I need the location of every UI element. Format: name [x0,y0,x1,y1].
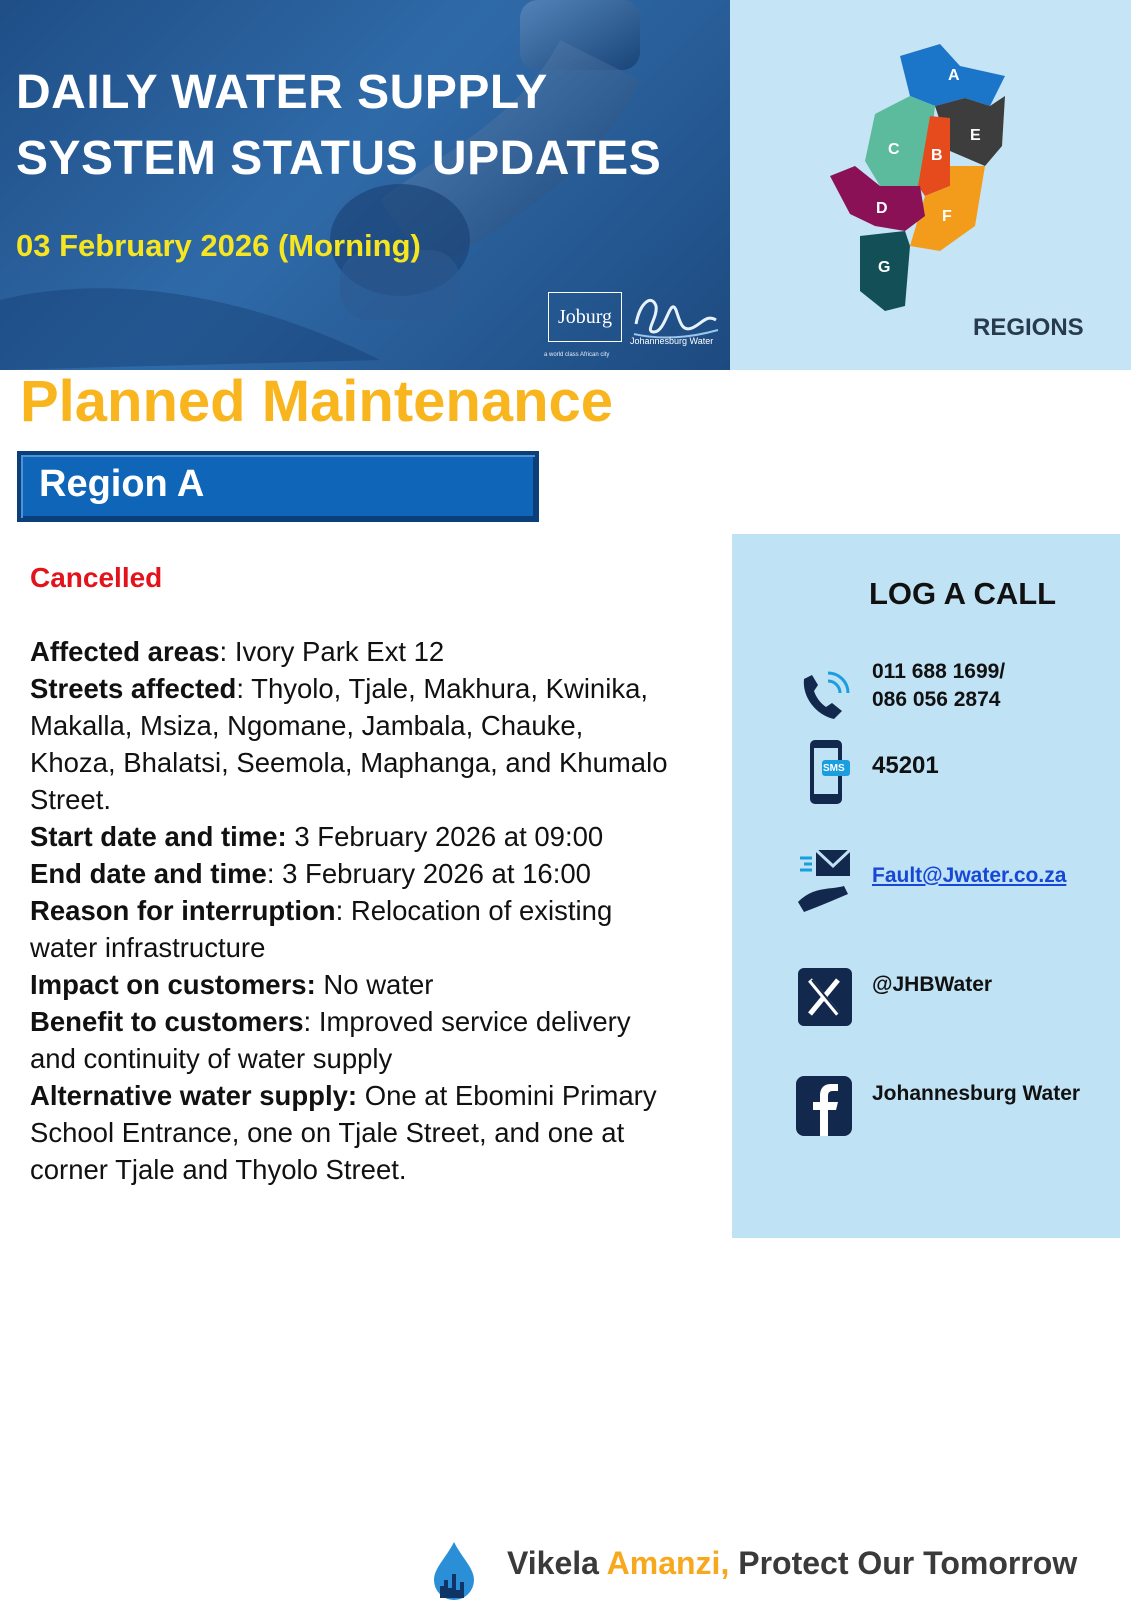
region-banner [17,451,539,522]
section-title: Planned Maintenance [20,369,614,434]
slogan-part-2: Protect Our Tomorrow [729,1545,1078,1581]
detail-label: End date and time [30,858,267,889]
detail-label: Impact on customers: [30,969,316,1000]
x-twitter-icon[interactable] [794,962,854,1032]
region-map-letter-c: C [888,141,900,158]
detail-value: One at Ebomini Primary School Entrance, one on Tjale Street, and one at corner Tjale and Thyolo Street. [30,1080,657,1185]
detail-row [30,1003,670,1077]
regions-map [830,36,1040,326]
detail-row [30,818,670,855]
title-line-2: SYSTEM STATUS UPDATES [16,132,662,185]
detail-label: Reason for interruption [30,895,336,926]
log-a-call-title: LOG A CALL [869,576,1057,611]
status-badge: Cancelled [30,562,163,593]
detail-separator: : [335,895,351,926]
footer-slogan [507,1545,1077,1582]
detail-separator [357,1080,365,1111]
header-banner [0,0,730,370]
detail-value: Relocation of existing water infrastructure [30,895,613,963]
detail-row [30,633,670,670]
phone-numbers[interactable] [872,658,1005,714]
sms-number[interactable]: 45201 [872,752,939,779]
joburg-logo: Joburg [548,292,622,342]
detail-value: 3 February 2026 at 09:00 [294,821,604,852]
regions-panel [730,0,1131,370]
detail-label: Benefit to customers [30,1006,304,1037]
johannesburg-water-logo-text: Johannesburg Water [630,336,714,346]
detail-label: Streets affected [30,673,237,704]
detail-row [30,892,670,966]
detail-row [30,966,670,1003]
region-map-letter-a: A [948,67,960,84]
maintenance-details [30,560,670,1188]
detail-label: Affected areas [30,636,220,667]
page-title [16,60,716,192]
detail-rows [30,633,670,1188]
x-handle[interactable]: @JHBWater [872,973,993,996]
phone-icon[interactable] [794,662,854,732]
detail-value: No water [323,969,434,1000]
detail-separator: : [303,1006,319,1037]
joburg-tagline: a world class African city [544,352,610,358]
log-a-call-panel [732,534,1120,1238]
detail-label: Alternative water supply: [30,1080,358,1111]
detail-value: Thyolo, Tjale, Makhura, Kwinika, Makalla, Msiza, Ngomane, Jambala, Chauke, Khoza, Bhalatsi, Seemola, Maphanga, and Khumalo Street. [30,673,668,815]
detail-value: Ivory Park Ext 12 [234,636,445,667]
slogan-part-1: Vikela [507,1545,607,1581]
email-icon[interactable] [794,846,854,916]
regions-label: REGIONS [973,314,1084,341]
region-map-letter-d: D [876,200,888,217]
region-map-letter-e: E [970,127,981,144]
phone-number-2[interactable]: 086 056 2874 [872,688,1001,711]
facebook-page[interactable]: Johannesburg Water [872,1082,1081,1105]
region-map-letter-g: G [878,259,891,276]
region-map-letter-b: B [931,147,943,164]
detail-separator: : [236,673,252,704]
detail-separator: : [219,636,235,667]
detail-row [30,855,670,892]
title-line-1: DAILY WATER SUPPLY [16,66,548,119]
slogan-accent: Amanzi, [606,1545,730,1581]
email-address[interactable] [872,862,1066,890]
region-label: Region A [39,463,205,505]
detail-row [30,670,670,818]
report-date: 03 February 2026 (Morning) [16,228,421,263]
detail-value: 3 February 2026 at 16:00 [282,858,591,889]
phone-number-1[interactable]: 011 688 1699/ [872,660,1006,683]
detail-label: Start date and time: [30,821,287,852]
water-drop-logo-icon [430,1540,478,1600]
region-map-letter-f: F [942,208,952,225]
facebook-icon[interactable] [794,1072,854,1142]
email-link[interactable]: Fault@Jwater.co.za [872,864,1067,887]
sms-badge: SMS [823,763,845,774]
detail-row [30,1077,670,1188]
detail-separator: : [266,858,283,889]
detail-value: Improved service delivery and continuity of water supply [30,1006,631,1074]
